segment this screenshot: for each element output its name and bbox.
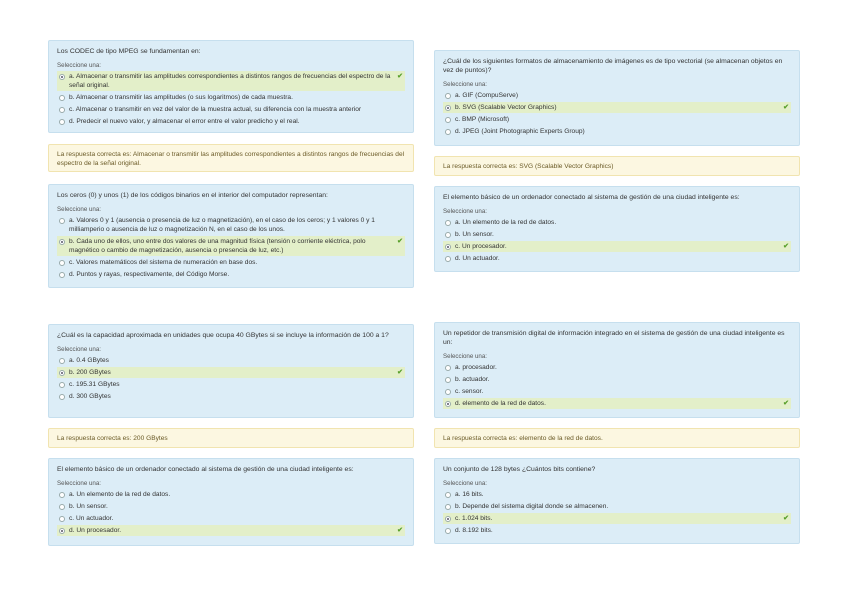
option-text: a. Almacenar o transmitir las amplitudes correspondientes a distintos rangos de frecuencias del espectro de la señal original. [69,73,391,89]
select-label: Seleccione una: [443,480,488,487]
check-icon: ✔ [397,527,403,534]
option-text: b. Cada uno de ellos, uno entre dos valores de una magnitud física (tensión o corriente eléctrica, polo magnético o cambio de magnetización, ausencia o presencia de luz, etc.) [69,238,366,254]
answer-option-d[interactable] [443,126,791,137]
option-text: c. Un procesador. [455,243,507,250]
option-text: a. 0.4 GBytes [69,357,109,364]
radio-button[interactable] [59,370,65,376]
radio-button[interactable] [445,365,451,371]
radio-button[interactable] [445,117,451,123]
check-icon: ✔ [783,104,789,111]
radio-button[interactable] [59,394,65,400]
question-text: ¿Cuál es la capacidad aproximada en unidades que ocupa 40 GBytes si se incluye la información de 100 a 1? [57,332,389,339]
question-text: Un repetidor de transmisión digital de información integrado en el sistema de gestión de una ciudad inteligente es un: [443,330,785,346]
answer-option-d[interactable] [57,116,405,127]
question-card-q5 [48,324,414,418]
radio-button[interactable] [59,382,65,388]
radio-button[interactable] [445,105,451,111]
question-card-q8 [434,458,800,544]
question-text: El elemento básico de un ordenador conectado al sistema de gestión de una ciudad inteligente es: [57,466,354,473]
select-label: Seleccione una: [443,353,488,360]
option-text: c. sensor. [455,388,484,395]
check-icon: ✔ [397,238,403,245]
option-text: d. 8.192 bits. [455,527,493,534]
answer-option-a[interactable] [57,355,405,366]
radio-button[interactable] [445,244,451,250]
check-icon: ✔ [397,369,403,376]
answer-option-d[interactable] [443,253,791,264]
radio-button[interactable] [445,93,451,99]
radio-button[interactable] [59,272,65,278]
answer-option-c[interactable] [57,257,405,268]
answer-option-a[interactable] [57,489,405,500]
answer-option-d[interactable] [57,525,405,536]
question-text: Los CODEC de tipo MPEG se fundamentan en: [57,48,201,55]
radio-button[interactable] [445,401,451,407]
answer-option-a[interactable] [443,489,791,500]
select-label: Seleccione una: [443,208,488,215]
answer-option-c[interactable] [443,386,791,397]
radio-button[interactable] [59,492,65,498]
feedback-q1: La respuesta correcta es: Almacenar o transmitir las amplitudes correspondientes a distintos rangos de frecuencias del espectro de la señal original. [48,144,414,172]
select-label: Seleccione una: [57,480,102,487]
radio-button[interactable] [59,504,65,510]
answer-option-c[interactable] [443,114,791,125]
question-card-q4 [434,186,800,272]
question-card-q2 [48,184,414,288]
question-card-q1 [48,40,414,133]
option-text: a. Un elemento de la red de datos. [69,491,171,498]
answer-option-b[interactable] [443,374,791,385]
radio-button[interactable] [59,107,65,113]
option-text: d. Puntos y rayas, respectivamente, del Código Morse. [69,271,230,278]
select-label: Seleccione una: [57,346,102,353]
option-text: d. elemento de la red de datos. [455,400,546,407]
check-icon: ✔ [397,73,403,80]
answer-option-b[interactable] [57,92,405,103]
check-icon: ✔ [783,515,789,522]
option-text: c. Almacenar o transmitir en vez del valor de la muestra actual, su diferencia con la muestra anterior [69,106,362,113]
select-label: Seleccione una: [57,206,102,213]
option-text: d. Predecir el nuevo valor, y almacenar el error entre el valor predicho y el real. [69,118,300,125]
answer-option-d[interactable] [443,398,791,409]
answer-option-c[interactable] [57,513,405,524]
answer-option-b[interactable] [443,229,791,240]
option-text: b. actuador. [455,376,490,383]
radio-button[interactable] [445,389,451,395]
feedback-q7: La respuesta correcta es: elemento de la red de datos. [434,428,800,448]
question-card-q6 [48,458,414,546]
option-text: d. Un actuador. [455,255,500,262]
radio-button[interactable] [59,74,65,80]
question-text: Un conjunto de 128 bytes ¿Cuántos bits contiene? [443,466,596,473]
option-text: b. 200 GBytes [69,369,111,376]
option-text: a. procesador. [455,364,497,371]
answer-option-c[interactable] [443,513,791,524]
radio-button[interactable] [445,232,451,238]
radio-button[interactable] [59,358,65,364]
answer-option-b[interactable] [443,102,791,113]
option-text: b. Depende del sistema digital donde se almacenen. [455,503,609,510]
option-text: a. Valores 0 y 1 (ausencia o presencia de luz o magnetización), en el caso de los ceros; y 1 valores 0 y 1 milliamperio o ausencia de luz o magnetización N, en el caso de los unos. [69,217,375,233]
feedback-q5: La respuesta correcta es: 200 GBytes [48,428,414,448]
option-text: b. Un sensor. [69,503,108,510]
question-card-q7 [434,322,800,418]
question-text: ¿Cuál de los siguientes formatos de almacenamiento de imágenes es de tipo vectorial (se almacenan objetos en vez de puntos)? [443,58,783,74]
radio-button[interactable] [59,218,65,224]
radio-button[interactable] [445,129,451,135]
radio-button[interactable] [445,377,451,383]
answer-option-c[interactable] [443,241,791,252]
radio-button[interactable] [59,95,65,101]
radio-button[interactable] [445,492,451,498]
radio-button[interactable] [445,528,451,534]
question-card-q3 [434,50,800,146]
answer-option-a[interactable] [57,215,405,235]
answer-option-b[interactable] [57,501,405,512]
answer-option-d[interactable] [443,525,791,536]
answer-option-d[interactable] [57,391,405,402]
radio-button[interactable] [59,528,65,534]
radio-button[interactable] [59,239,65,245]
radio-button[interactable] [445,516,451,522]
answer-option-a[interactable] [57,71,405,91]
option-text: a. GIF (CompuServe) [455,92,519,99]
option-text: d. JPEG (Joint Photographic Experts Group) [455,128,585,135]
option-text: c. Valores matemáticos del sistema de numeración en base dos. [69,259,258,266]
check-icon: ✔ [783,400,789,407]
radio-button[interactable] [445,256,451,262]
option-text: d. Un procesador. [69,527,122,534]
answer-option-a[interactable] [443,90,791,101]
feedback-q3: La respuesta correcta es: SVG (Scalable Vector Graphics) [434,156,800,176]
select-label: Seleccione una: [57,62,102,69]
answer-option-a[interactable] [443,217,791,228]
radio-button[interactable] [445,504,451,510]
option-text: c. 195.31 GBytes [69,381,120,388]
answer-option-c[interactable] [57,379,405,390]
radio-button[interactable] [59,119,65,125]
option-text: b. Un sensor. [455,231,494,238]
option-text: a. 16 bits. [455,491,484,498]
option-text: d. 300 GBytes [69,393,111,400]
select-label: Seleccione una: [443,81,488,88]
option-text: c. 1.024 bits. [455,515,493,522]
option-text: c. BMP (Microsoft) [455,116,510,123]
answer-option-b[interactable] [57,236,405,256]
question-text: Los ceros (0) y unos (1) de los códigos binarios en el interior del computador representan: [57,192,328,199]
option-text: b. Almacenar o transmitir las amplitudes (o sus logaritmos) de cada muestra. [69,94,293,101]
option-text: b. SVG (Scalable Vector Graphics) [455,104,557,111]
option-text: c. Un actuador. [69,515,114,522]
answer-option-c[interactable] [57,104,405,115]
radio-button[interactable] [59,516,65,522]
answer-option-b[interactable] [443,501,791,512]
check-icon: ✔ [783,243,789,250]
answer-option-b[interactable] [57,367,405,378]
answer-option-d[interactable] [57,269,405,280]
question-text: El elemento básico de un ordenador conectado al sistema de gestión de una ciudad inteligente es: [443,194,740,201]
answer-option-a[interactable] [443,362,791,373]
radio-button[interactable] [59,260,65,266]
radio-button[interactable] [445,220,451,226]
option-text: a. Un elemento de la red de datos. [455,219,557,226]
